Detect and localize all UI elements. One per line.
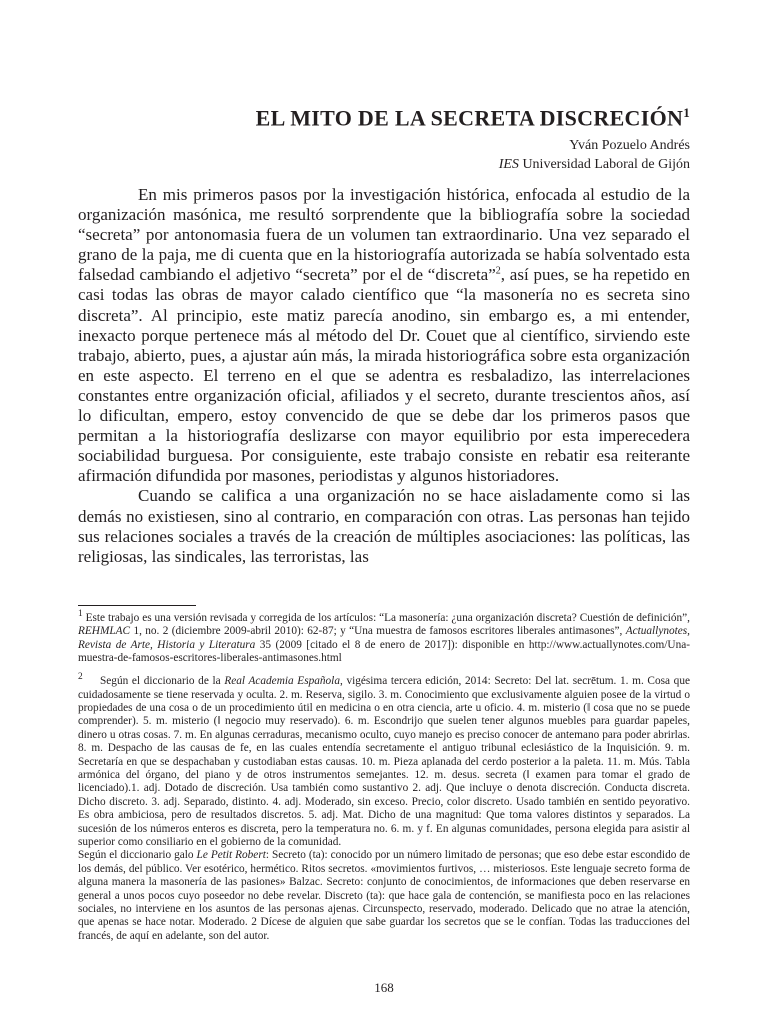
footnote-2: $^2$ Según el diccionario de la Real Academia Española, vigésima tercera edición, 2014: Secreto: Del lat. secrētum. 1. m. Cosa que cuidadosamente se tiene reservada y oculta. 2. m. Reserva, sigilo. 3. m. Conocimiento que exclusivamente alguien posee de la virtud o propiedades de una cosa o de un procedimiento útil en medicina o en otra ciencia, arte u oficio. 4. m. misterio (‖ cosa que no se puede comprender). 5. m. misterio (‖ negocio muy reservado). 6. m. Escondrijo que suelen tener algunos muebles para guardar papeles, dinero u otras cosas. 7. m. En algunas cerraduras, mecanismo oculto, cuyo manejo es preciso conocer de antemano para poder abrirlas. 8. m. Despacho de las causas de fe, en las cuales entendía secretamente el antiguo tribunal eclesiástico de la Inquisición. 9. m. Secretaría en que se despachaban y custodiaban estas causas. 10. m. Pieza aplanada del cerdo posterior a la paleta. 11. m. Mús. Tabla armónica del órgano, del piano y de otros instrumentos semejantes. 12. m. desus. secreta (‖ examen para tomar el grado de licenciado).1. adj. Dotado de discreción. Usa también como sustantivo 2. adj. Que incluye o denota discreción. Conducta discreta. Dicho discreto. 3. adj. Separado, distinto. 4. adj. Moderado, sin exceso. Precio, color discreto. Usado también en sentido peyorativo. Es obra ambiciosa, pero de resultados discretos. 5. adj. Mat. Dicho de una magnitud: Que toma valores distintos y separados. La sucesión de los números enteros es discreta, pero la temperatura no. 6. m. y f. En algunas comunidades, persona elegida para asistir al superior como consiliario en el gobierno de la comunidad. (78, 672, 690, 849)
paragraph-1: En mis primeros pasos por la investigación histórica, enfocada al estudio de la organización masónica, me resultó sorprendente que la bibliografía sobre la sociedad “secreta” por antonomasia fuera de un volumen tan extraordinario. Una vez separado el grano de la paja, me di cuenta que en la historiografía autorizada se había solventado esta falsedad cambiando el adjetivo “secreta” por el de “discreta”$^2$, así pues, se ha repetido en casi todas las obras de mayor calado científico que “la masonería no es secreta sino discreta”. Al principio, este matiz parecía anodino, sin embargo es, a mi entender, inexacto porque pertenece más al método del Dr. Couet que al científico, sirviendo este trabajo, abierto, pues, a ajustar aún más, la mirada historiográfica sobre esta organización en este aspecto. El terreno en el que se adentra es resbaladizo, las interrelaciones constantes entre organización oficial, afiliados y el secreto, durante trescientos años, así lo dificultan, empero, estoy convencido de que se debe dar los primeros pasos que permitan a la historiografía deslizarse con mayor equilibrio por esta imperecedera sociabilidad burguesa. Por consiguiente, este trabajo consiste en rebatir esa reiterante afirmación difundida por masones, periodistas y algunos historiadores. (78, 185, 690, 486)
footnotes (78, 608, 690, 943)
author-block (78, 136, 690, 174)
institution-abbr: IES (498, 157, 519, 172)
article-title: EL MITO DE LA SECRETA DISCRECIÓN$^1$ (255, 104, 690, 131)
page-number: 168 (374, 980, 394, 995)
institution-name: Universidad Laboral de Gijón (522, 157, 690, 172)
article-body (78, 185, 690, 567)
title-footnote-ref[interactable]: 1 (683, 104, 690, 120)
author-name: Yván Pozuelo Andrés (569, 138, 690, 153)
footnote-ref-2[interactable]: 2 (495, 265, 501, 277)
footnote-2-continued: Según el diccionario galo Le Petit Robert: Secreto (ta): conocido por un número limitado de personas; que eso debe estar escondido de los demás, del público. Ver esotérico, hermético. Ritos secretos. «movimientos furtivos, … misteriosos. Este lenguaje secreto forma de alguna manera la masonería de las pasiones» Balzac. Secreto: conjunto de conocimientos, de informaciones que deben reservarse en general a unos pocos cuyo poseedor no debe revelar. Discreto (ta): que hace gala de contención, se manifiesta poco en las relaciones sociales, no interviene en los asuntos de las personas ajenas. Circunspecto, reservado, moderado. Delicado que no atrae la atención, que apenas se hace notar. Moderado. 2 Dícese de alguien que sabe guardar los secretos que se le confían. Todas las traducciones del francés, de aquí en adelante, son del autor. (78, 849, 690, 942)
footnote-divider (78, 605, 196, 606)
footnote-1: $^1$ Este trabajo es una versión revisada y corregida de los artículos: “La masonería: ¿una organización discreta? Cuestión de definición”, REHMLAC 1, no. 2 (diciembre 2009-abril 2010): 62-87; y “Una muestra de famosos escritores liberales antimasones”, Actuallynotes, Revista de Arte, Historia y Literatura 35 (2009 [citado el 8 de enero de 2017]): disponible en http://www.actuallynotes.com/Una-muestra-de-famosos-escritores-liberales-antimasones.html (78, 609, 690, 664)
author-institution (78, 155, 690, 174)
paragraph-2: Cuando se califica a una organización no se hace aisladamente como si las demás no existiesen, sino al contrario, en comparación con otras. Las personas han tejido sus relaciones sociales a través de la creación de múltiples asociaciones: las políticas, las religiosas, las sindicales, las terroristas, las (78, 486, 690, 566)
